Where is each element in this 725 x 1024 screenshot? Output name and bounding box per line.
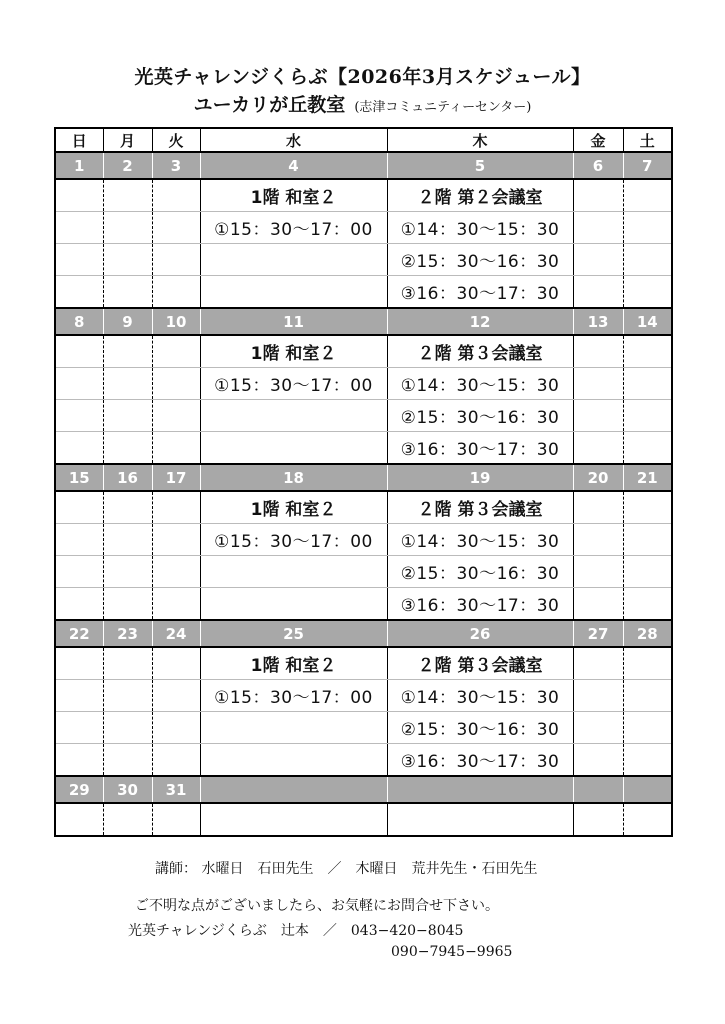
day-cell-mon bbox=[103, 524, 152, 556]
thursday-time-slot: ②15：30〜16：30 bbox=[400, 720, 560, 740]
day-cell-sun bbox=[55, 803, 103, 836]
weekday-tue: 火 bbox=[152, 128, 200, 152]
day-cell-wed bbox=[200, 276, 387, 309]
day-cell-sat bbox=[623, 276, 672, 309]
contact-line: 光英チャレンジくらぶ 辻本 ／ 043−420−8045 bbox=[128, 923, 464, 939]
day-cell-sun bbox=[55, 712, 103, 744]
day-cell-fri bbox=[573, 276, 623, 309]
date-cell-wed: 11 bbox=[200, 308, 387, 335]
day-cell-sun bbox=[55, 588, 103, 621]
day-cell-sun bbox=[55, 680, 103, 712]
day-cell-sat bbox=[623, 680, 672, 712]
day-cell-sun bbox=[55, 556, 103, 588]
day-cell-tue bbox=[152, 556, 200, 588]
day-cell-thu bbox=[387, 712, 573, 744]
day-cell-mon bbox=[103, 491, 152, 524]
schedule-row bbox=[55, 803, 672, 836]
day-cell-wed bbox=[200, 335, 387, 368]
thursday-room: ２階 第３会議室 bbox=[417, 344, 543, 364]
day-cell-sun bbox=[55, 524, 103, 556]
schedule-row bbox=[55, 556, 672, 588]
wednesday-time-slot: ①15：30〜17：00 bbox=[214, 376, 373, 396]
day-cell-mon bbox=[103, 212, 152, 244]
wednesday-time-slot: ①15：30〜17：00 bbox=[214, 688, 373, 708]
day-cell-mon bbox=[103, 244, 152, 276]
day-cell-sat bbox=[623, 588, 672, 621]
day-cell-sat bbox=[623, 244, 672, 276]
date-cell-thu: 19 bbox=[387, 464, 573, 491]
day-cell-thu bbox=[387, 524, 573, 556]
day-cell-mon bbox=[103, 368, 152, 400]
day-cell-sat bbox=[623, 400, 672, 432]
thursday-time-slot: ②15：30〜16：30 bbox=[400, 408, 560, 428]
day-cell-fri bbox=[573, 179, 623, 212]
weekday-mon: 月 bbox=[103, 128, 152, 152]
day-cell-sun bbox=[55, 744, 103, 777]
date-row bbox=[55, 308, 672, 335]
day-cell-tue bbox=[152, 335, 200, 368]
day-cell-tue bbox=[152, 712, 200, 744]
day-cell-tue bbox=[152, 588, 200, 621]
day-cell-sun bbox=[55, 212, 103, 244]
day-cell-fri bbox=[573, 524, 623, 556]
day-cell-thu bbox=[387, 647, 573, 680]
day-cell-tue bbox=[152, 244, 200, 276]
day-cell-sun bbox=[55, 244, 103, 276]
day-cell-wed bbox=[200, 680, 387, 712]
date-cell-sun: 8 bbox=[55, 308, 103, 335]
thursday-room: ２階 第３会議室 bbox=[417, 500, 543, 520]
schedule-row bbox=[55, 712, 672, 744]
day-cell-tue bbox=[152, 212, 200, 244]
day-cell-tue bbox=[152, 491, 200, 524]
day-cell-tue bbox=[152, 400, 200, 432]
classroom-name: ユーカリが丘教室 bbox=[193, 94, 346, 116]
day-cell-sat bbox=[623, 179, 672, 212]
thursday-room: ２階 第２会議室 bbox=[417, 188, 543, 208]
day-cell-sat bbox=[623, 803, 672, 836]
thursday-time-slot: ①14：30〜15：30 bbox=[400, 376, 560, 396]
date-cell-sun: 1 bbox=[55, 152, 103, 179]
day-cell-tue bbox=[152, 803, 200, 836]
date-cell-thu: 12 bbox=[387, 308, 573, 335]
day-cell-fri bbox=[573, 244, 623, 276]
day-cell-sun bbox=[55, 432, 103, 465]
day-cell-mon bbox=[103, 588, 152, 621]
schedule-row bbox=[55, 491, 672, 524]
day-cell-wed bbox=[200, 524, 387, 556]
schedule-row bbox=[55, 680, 672, 712]
thursday-time-slot: ②15：30〜16：30 bbox=[400, 252, 560, 272]
weekday-thu: 木 bbox=[387, 128, 573, 152]
day-cell-sun bbox=[55, 276, 103, 309]
day-cell-sat bbox=[623, 212, 672, 244]
contact-phone-2: 090−7945−9965 bbox=[391, 944, 513, 960]
wednesday-room: 1階 和室２ bbox=[250, 188, 337, 208]
day-cell-mon bbox=[103, 276, 152, 309]
thursday-room: ２階 第３会議室 bbox=[417, 656, 543, 676]
day-cell-fri bbox=[573, 588, 623, 621]
day-cell-sat bbox=[623, 647, 672, 680]
date-cell-sat: 28 bbox=[623, 620, 672, 647]
day-cell-fri bbox=[573, 680, 623, 712]
schedule-row bbox=[55, 400, 672, 432]
wednesday-time-slot: ①15：30〜17：00 bbox=[214, 532, 373, 552]
day-cell-sun bbox=[55, 491, 103, 524]
schedule-row bbox=[55, 335, 672, 368]
day-cell-tue bbox=[152, 524, 200, 556]
day-cell-thu bbox=[387, 588, 573, 621]
date-cell-tue: 24 bbox=[152, 620, 200, 647]
schedule-calendar bbox=[54, 127, 673, 837]
instructors-note: 講師： 水曜日 石田先生 ／ 木曜日 荒井先生・石田先生 bbox=[155, 861, 538, 877]
day-cell-tue bbox=[152, 647, 200, 680]
day-cell-sat bbox=[623, 335, 672, 368]
date-row bbox=[55, 776, 672, 803]
day-cell-thu bbox=[387, 432, 573, 465]
day-cell-wed bbox=[200, 588, 387, 621]
day-cell-fri bbox=[573, 212, 623, 244]
day-cell-wed bbox=[200, 803, 387, 836]
day-cell-tue bbox=[152, 179, 200, 212]
day-cell-thu bbox=[387, 368, 573, 400]
day-cell-mon bbox=[103, 432, 152, 465]
date-cell-sun: 22 bbox=[55, 620, 103, 647]
day-cell-sat bbox=[623, 556, 672, 588]
day-cell-wed bbox=[200, 491, 387, 524]
date-cell-tue: 31 bbox=[152, 776, 200, 803]
schedule-row bbox=[55, 212, 672, 244]
day-cell-sun bbox=[55, 179, 103, 212]
schedule-row bbox=[55, 432, 672, 465]
day-cell-mon bbox=[103, 647, 152, 680]
schedule-row bbox=[55, 179, 672, 212]
weekday-fri: 金 bbox=[573, 128, 623, 152]
day-cell-tue bbox=[152, 744, 200, 777]
schedule-row bbox=[55, 368, 672, 400]
day-cell-thu bbox=[387, 491, 573, 524]
thursday-time-slot: ③16：30〜17：30 bbox=[400, 284, 560, 304]
thursday-time-slot: ①14：30〜15：30 bbox=[400, 688, 560, 708]
date-cell-mon: 2 bbox=[103, 152, 152, 179]
day-cell-fri bbox=[573, 368, 623, 400]
schedule-row bbox=[55, 524, 672, 556]
day-cell-wed bbox=[200, 368, 387, 400]
date-cell-thu: 26 bbox=[387, 620, 573, 647]
date-cell-mon: 9 bbox=[103, 308, 152, 335]
day-cell-fri bbox=[573, 744, 623, 777]
day-cell-sun bbox=[55, 400, 103, 432]
date-cell-sun: 15 bbox=[55, 464, 103, 491]
day-cell-thu bbox=[387, 803, 573, 836]
day-cell-thu bbox=[387, 400, 573, 432]
day-cell-wed bbox=[200, 179, 387, 212]
day-cell-tue bbox=[152, 680, 200, 712]
wednesday-room: 1階 和室２ bbox=[250, 344, 337, 364]
thursday-time-slot: ①14：30〜15：30 bbox=[400, 532, 560, 552]
thursday-time-slot: ③16：30〜17：30 bbox=[400, 752, 560, 772]
day-cell-thu bbox=[387, 556, 573, 588]
day-cell-thu bbox=[387, 212, 573, 244]
date-cell-fri bbox=[573, 776, 623, 803]
date-cell-sat: 21 bbox=[623, 464, 672, 491]
page-title: 光英チャレンジくらぶ【2026年3月スケジュール】 bbox=[134, 66, 591, 88]
day-cell-wed bbox=[200, 744, 387, 777]
date-row bbox=[55, 620, 672, 647]
date-cell-tue: 17 bbox=[152, 464, 200, 491]
day-cell-fri bbox=[573, 491, 623, 524]
day-cell-mon bbox=[103, 803, 152, 836]
day-cell-tue bbox=[152, 368, 200, 400]
date-cell-wed bbox=[200, 776, 387, 803]
day-cell-wed bbox=[200, 556, 387, 588]
date-cell-wed: 4 bbox=[200, 152, 387, 179]
day-cell-wed bbox=[200, 244, 387, 276]
day-cell-fri bbox=[573, 803, 623, 836]
day-cell-tue bbox=[152, 276, 200, 309]
day-cell-wed bbox=[200, 212, 387, 244]
date-cell-fri: 20 bbox=[573, 464, 623, 491]
day-cell-fri bbox=[573, 712, 623, 744]
schedule-row bbox=[55, 647, 672, 680]
day-cell-fri bbox=[573, 432, 623, 465]
date-cell-sun: 29 bbox=[55, 776, 103, 803]
thursday-time-slot: ③16：30〜17：30 bbox=[400, 596, 560, 616]
day-cell-thu bbox=[387, 244, 573, 276]
day-cell-sat bbox=[623, 744, 672, 777]
thursday-time-slot: ②15：30〜16：30 bbox=[400, 564, 560, 584]
day-cell-sun bbox=[55, 335, 103, 368]
date-cell-fri: 13 bbox=[573, 308, 623, 335]
date-cell-fri: 27 bbox=[573, 620, 623, 647]
day-cell-mon bbox=[103, 179, 152, 212]
date-cell-fri: 6 bbox=[573, 152, 623, 179]
date-cell-sat: 7 bbox=[623, 152, 672, 179]
day-cell-mon bbox=[103, 335, 152, 368]
day-cell-mon bbox=[103, 556, 152, 588]
day-cell-wed bbox=[200, 400, 387, 432]
date-cell-tue: 3 bbox=[152, 152, 200, 179]
weekday-wed: 水 bbox=[200, 128, 387, 152]
weekday-sat: 土 bbox=[623, 128, 672, 152]
wednesday-room: 1階 和室２ bbox=[250, 500, 337, 520]
wednesday-room: 1階 和室２ bbox=[250, 656, 337, 676]
date-row bbox=[55, 152, 672, 179]
thursday-time-slot: ①14：30〜15：30 bbox=[400, 220, 560, 240]
day-cell-wed bbox=[200, 647, 387, 680]
date-cell-thu bbox=[387, 776, 573, 803]
day-cell-fri bbox=[573, 556, 623, 588]
thursday-time-slot: ③16：30〜17：30 bbox=[400, 440, 560, 460]
schedule-row bbox=[55, 244, 672, 276]
schedule-row bbox=[55, 276, 672, 309]
day-cell-sat bbox=[623, 524, 672, 556]
date-cell-sat bbox=[623, 776, 672, 803]
day-cell-sat bbox=[623, 368, 672, 400]
day-cell-wed bbox=[200, 432, 387, 465]
wednesday-time-slot: ①15：30〜17：00 bbox=[214, 220, 373, 240]
day-cell-mon bbox=[103, 744, 152, 777]
date-cell-wed: 25 bbox=[200, 620, 387, 647]
day-cell-mon bbox=[103, 680, 152, 712]
day-cell-sat bbox=[623, 491, 672, 524]
day-cell-wed bbox=[200, 712, 387, 744]
day-cell-thu bbox=[387, 179, 573, 212]
day-cell-fri bbox=[573, 335, 623, 368]
day-cell-sun bbox=[55, 647, 103, 680]
day-cell-thu bbox=[387, 276, 573, 309]
day-cell-tue bbox=[152, 432, 200, 465]
day-cell-sat bbox=[623, 432, 672, 465]
page-subtitle bbox=[0, 90, 725, 117]
venue-name: (志津コミュニティーセンター) bbox=[354, 100, 532, 115]
day-cell-mon bbox=[103, 400, 152, 432]
day-cell-fri bbox=[573, 647, 623, 680]
date-cell-thu: 5 bbox=[387, 152, 573, 179]
day-cell-sat bbox=[623, 712, 672, 744]
date-cell-mon: 23 bbox=[103, 620, 152, 647]
date-cell-wed: 18 bbox=[200, 464, 387, 491]
day-cell-mon bbox=[103, 712, 152, 744]
date-cell-mon: 16 bbox=[103, 464, 152, 491]
day-cell-thu bbox=[387, 744, 573, 777]
date-cell-mon: 30 bbox=[103, 776, 152, 803]
weekday-sun: 日 bbox=[55, 128, 103, 152]
inquiry-note: ご不明な点がございましたら、お気軽にお問合せ下さい。 bbox=[135, 898, 499, 914]
schedule-row bbox=[55, 744, 672, 777]
day-cell-fri bbox=[573, 400, 623, 432]
date-row bbox=[55, 464, 672, 491]
day-cell-sun bbox=[55, 368, 103, 400]
day-cell-thu bbox=[387, 680, 573, 712]
schedule-row bbox=[55, 588, 672, 621]
date-cell-sat: 14 bbox=[623, 308, 672, 335]
date-cell-tue: 10 bbox=[152, 308, 200, 335]
day-cell-thu bbox=[387, 335, 573, 368]
weekday-header-row bbox=[55, 128, 672, 152]
